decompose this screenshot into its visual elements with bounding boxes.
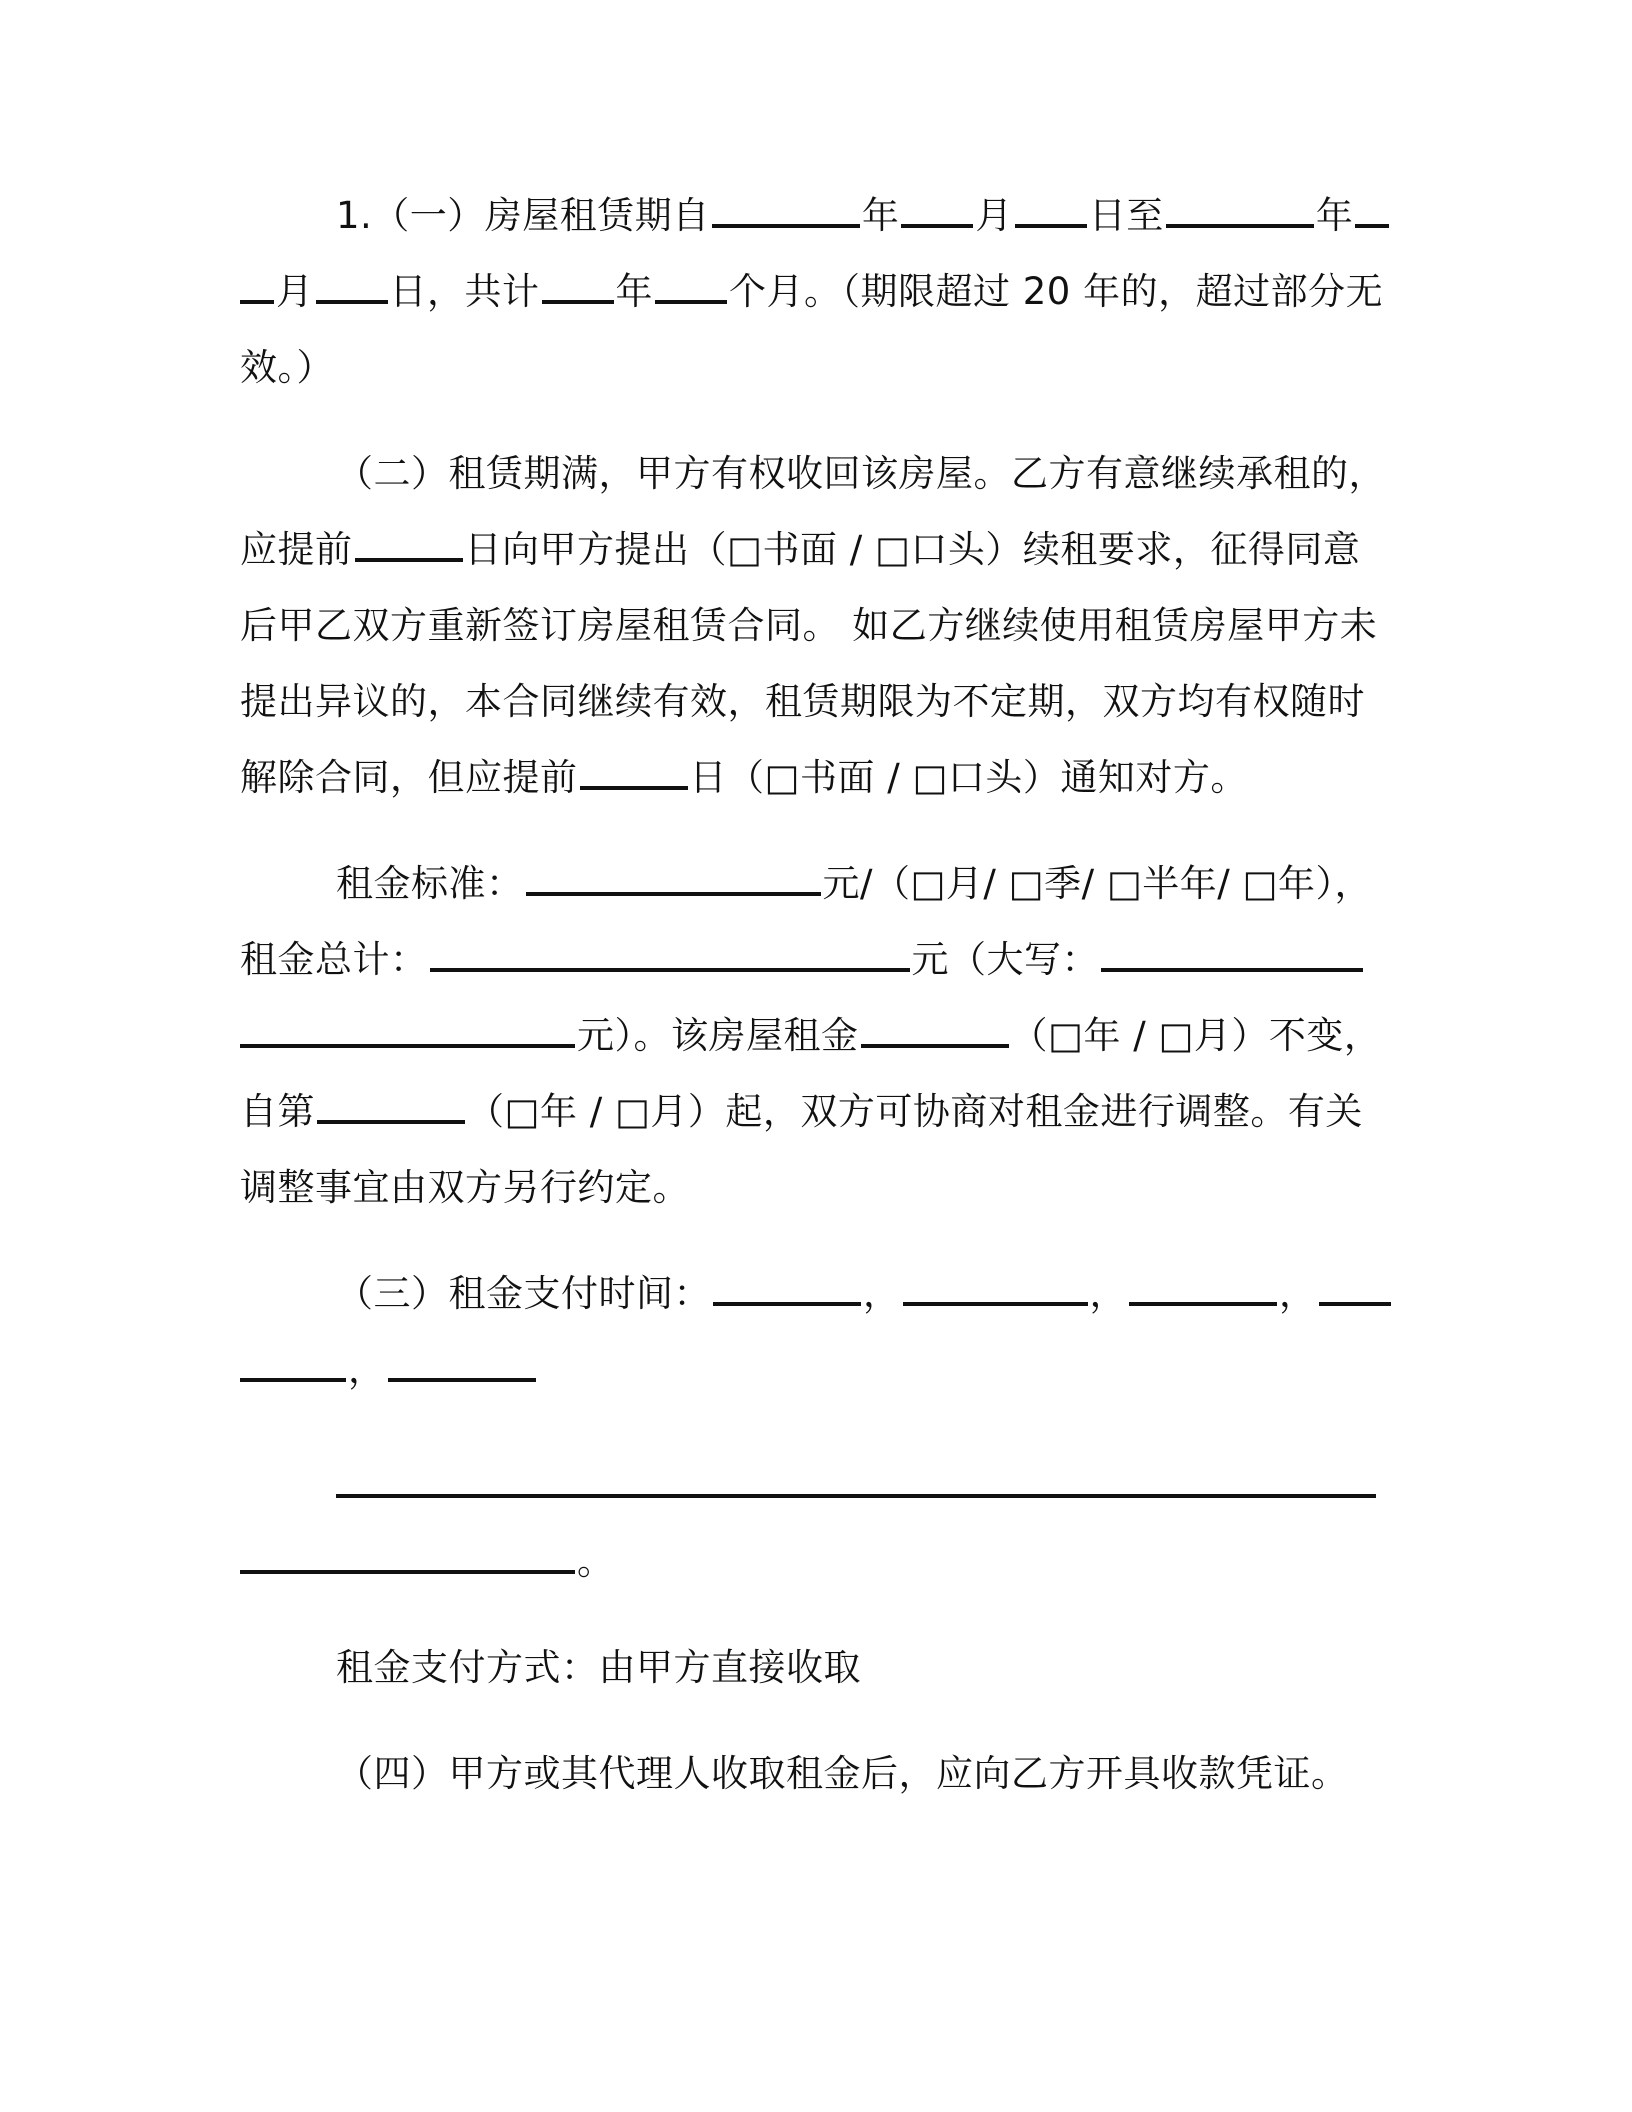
year-label: 年 [861, 194, 900, 237]
renewal-text-2: 日向甲方提出（□书面 / □口头）续租要求，征得同意 [464, 528, 1361, 571]
year-label-3: 年 [615, 270, 653, 313]
end-year-blank[interactable] [1166, 223, 1314, 228]
rent-fixed-options: （□年 / □月）不变， [1010, 1014, 1382, 1057]
payment-time-blank-4-start[interactable] [1319, 1301, 1391, 1306]
comma: ， [1279, 1272, 1317, 1315]
lease-term-label: 1.（一）房屋租赁期自 [336, 194, 710, 237]
termination-text: 日（□书面 / □口头）通知对方。 [689, 756, 1248, 799]
rent-total-label: 租金总计： [240, 938, 428, 981]
termination-notice-days-blank[interactable] [580, 785, 688, 790]
comma: ， [863, 1272, 901, 1315]
rent-standard-label: 租金标准： [336, 862, 524, 905]
renewal-notice-days-blank[interactable] [355, 557, 463, 562]
renewal-line-1 [336, 444, 1386, 504]
renewal-text-3: 后甲乙双方重新签订房屋租赁合同。 如乙方继续使用租赁房屋甲方未 [240, 604, 1378, 647]
rent-line-1 [336, 854, 1372, 914]
rent-adjust-agreement: 调整事宜由双方另行约定。 [240, 1166, 690, 1209]
advance-label: 应提前 [240, 528, 353, 571]
period: 。 [577, 1540, 615, 1583]
renewal-line-5 [240, 748, 1248, 808]
adjust-start-blank[interactable] [317, 1119, 465, 1124]
total-label: 日，共计 [389, 270, 540, 313]
from-label: 自第 [240, 1090, 315, 1133]
payment-time-line-1 [336, 1264, 1393, 1324]
payment-time-blank-4-cont[interactable] [240, 1377, 346, 1382]
payment-time-line-2 [240, 1340, 538, 1400]
comma: ， [348, 1348, 386, 1391]
renewal-line-4 [240, 672, 1365, 732]
renewal-line-3 [240, 596, 1377, 656]
rent-line-5 [240, 1158, 690, 1218]
lease-term-line-1 [336, 186, 1391, 246]
payment-time-long-blank[interactable] [336, 1493, 1376, 1498]
year-label-2: 年 [1315, 194, 1354, 237]
term-limit-note: 个月。（期限超过 20 年的，超过部分无 [729, 270, 1384, 313]
rent-fixed-period-blank[interactable] [861, 1043, 1009, 1048]
renewal-line-2 [240, 520, 1360, 580]
start-day-blank[interactable] [1015, 223, 1087, 228]
comma: ， [1089, 1272, 1127, 1315]
rent-line-3 [240, 1006, 1381, 1066]
total-months-blank[interactable] [655, 299, 727, 304]
start-month-blank[interactable] [901, 223, 973, 228]
payment-time-blank-2[interactable] [903, 1301, 1088, 1306]
renewal-text-4: 提出异议的，本合同继续有效，租赁期限为不定期，双方均有权随时 [240, 680, 1365, 723]
termination-label: 解除合同，但应提前 [240, 756, 578, 799]
payment-time-blank-1[interactable] [713, 1301, 861, 1306]
rent-total-capital-label: 元（大写： [911, 938, 1099, 981]
payment-time-long-blank-cont[interactable] [240, 1569, 575, 1574]
lease-term-line-3 [240, 338, 334, 398]
rent-capital-blank-start[interactable] [1101, 967, 1363, 972]
rent-standard-blank[interactable] [526, 891, 821, 896]
rent-capital-blank-cont[interactable] [240, 1043, 575, 1048]
day-to-label: 日至 [1088, 194, 1164, 237]
payment-time-line-4 [240, 1532, 615, 1592]
payment-time-blank-3[interactable] [1129, 1301, 1277, 1306]
month-label-2: 月 [276, 270, 314, 313]
payment-method-text: 租金支付方式：由甲方直接收取 [336, 1646, 861, 1689]
rent-period-options: 元/（□月/ □季/ □半年/ □年）， [822, 862, 1372, 905]
start-year-blank[interactable] [712, 223, 860, 228]
end-month-blank-start[interactable] [1355, 223, 1389, 228]
end-day-blank[interactable] [316, 299, 388, 304]
rent-fixed-label: 元）。该房屋租金 [577, 1014, 859, 1057]
receipt-text: （四）甲方或其代理人收取租金后，应向乙方开具收款凭证。 [336, 1752, 1349, 1795]
payment-method-line [336, 1638, 861, 1698]
payment-time-blank-5[interactable] [388, 1377, 536, 1382]
renewal-text-1: （二）租赁期满，甲方有权收回该房屋。乙方有意继续承租的， [336, 452, 1386, 495]
payment-time-line-3 [336, 1456, 1378, 1516]
rent-total-blank[interactable] [430, 967, 910, 972]
rent-line-4 [240, 1082, 1363, 1142]
total-years-blank[interactable] [542, 299, 614, 304]
payment-time-label: （三）租金支付时间： [336, 1272, 711, 1315]
month-label: 月 [975, 194, 1013, 237]
rent-line-2 [240, 930, 1365, 990]
lease-term-line-2 [240, 262, 1383, 322]
rent-adjust-text: （□年 / □月）起，双方可协商对租金进行调整。有关 [467, 1090, 1363, 1133]
receipt-line [336, 1744, 1349, 1804]
end-month-blank-cont[interactable] [240, 299, 274, 304]
term-limit-note-end: 效。） [240, 346, 334, 389]
